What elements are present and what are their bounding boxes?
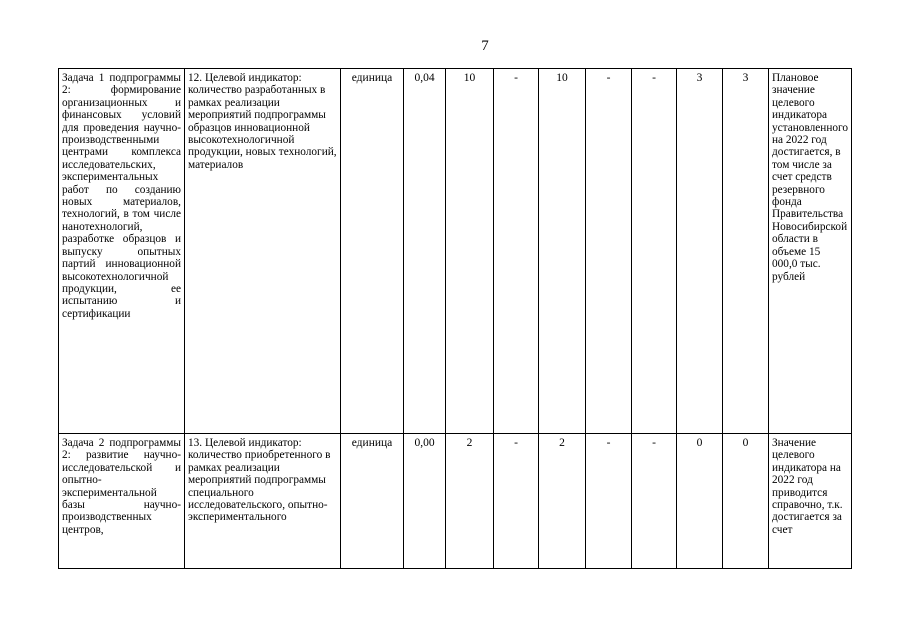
task-cell: Задача 2 подпрограммы 2: развитие научно-исследовательской и опытно-экспериментальной базы научно-производственных центров, (62, 437, 181, 536)
unit-cell: единица (341, 434, 404, 569)
value-cell: - (494, 69, 539, 434)
weight-cell: 0,00 (404, 434, 446, 569)
note-cell: Плановое значение целевого индикатора установленного на 2022 год достигается, в том числе за счет средств резервного фонда Правительства Новосибирской области в объеме 15 000,0 тыс. рублей (769, 69, 852, 434)
indicator-cell: 12. Целевой индикатор: количество разработанных в рамках реализации мероприятий подпрограммы образцов инновационной высокотехнологичной продукции, новых технологий, материалов (185, 69, 341, 434)
value-cell: 2 (539, 434, 586, 569)
page-number: 7 (481, 38, 489, 54)
indicator-cell: 13. Целевой индикатор: количество приобретенного в рамках реализации мероприятий подпрограммы специального исследовательского, опытно-экспериментального (188, 437, 331, 524)
value-cell: - (586, 434, 632, 569)
table-row (59, 69, 852, 434)
value-cell: 10 (539, 69, 586, 434)
task-cell: Задача 1 подпрограммы 2: формирование организационных и финансовых условий для проведения научно-производственными центрами комплекса исследовательских, экспериментальных работ по созданию новых материалов, технологий, в том числе нанотехнологий, разработке образцов и выпуску опытных партий инновационной высокотехнологичной продукции, ее испытанию и сертификации (59, 69, 185, 434)
value-cell: 3 (677, 69, 723, 434)
value-cell: - (586, 69, 632, 434)
indicators-table (58, 68, 852, 569)
value-cell: - (632, 69, 677, 434)
value-cell: - (494, 434, 539, 569)
value-cell: 2 (446, 434, 494, 569)
unit-cell: единица (341, 69, 404, 434)
note-cell: Значение целевого индикатора на 2022 год приводится справочно, т.к. достигается за счет (772, 437, 843, 536)
value-cell: 0 (677, 434, 723, 569)
value-cell: 0 (723, 434, 769, 569)
weight-cell: 0,04 (404, 69, 446, 434)
table-row (59, 434, 852, 569)
value-cell: - (632, 434, 677, 569)
value-cell: 10 (446, 69, 494, 434)
value-cell: 3 (723, 69, 769, 434)
